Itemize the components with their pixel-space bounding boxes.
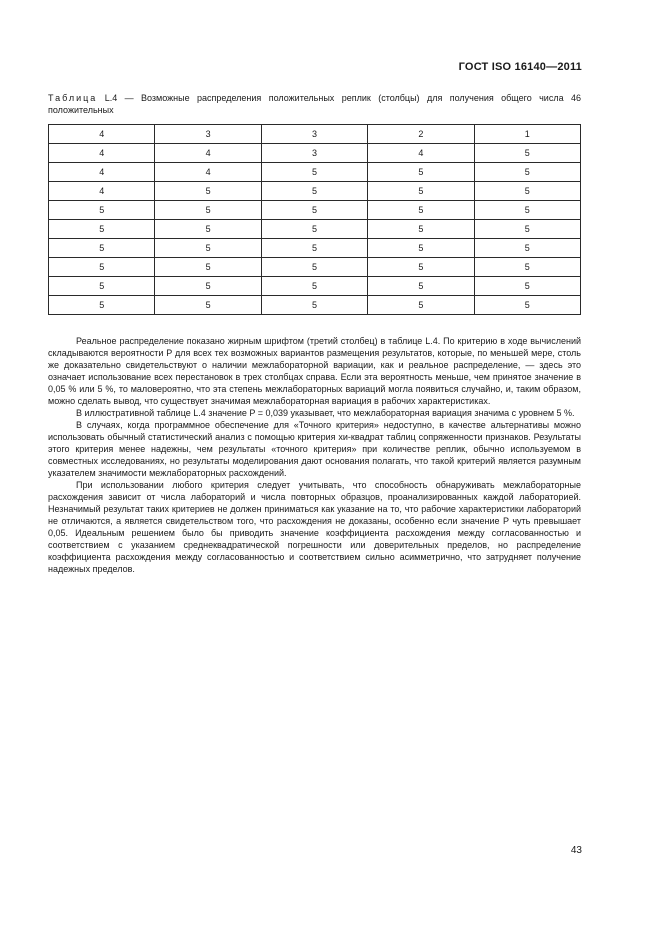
table-cell: 5 <box>155 296 261 315</box>
table-cell: 5 <box>368 201 474 220</box>
table-cell: 5 <box>261 163 367 182</box>
table-cell: 4 <box>49 144 155 163</box>
table-caption-label: Таблица <box>48 93 98 103</box>
table-cell: 4 <box>155 144 261 163</box>
document-code: ГОСТ ISO 16140—2011 <box>458 61 582 73</box>
table-cell: 5 <box>474 277 580 296</box>
table-cell: 5 <box>155 239 261 258</box>
table-cell: 4 <box>49 182 155 201</box>
page-number: 43 <box>570 845 582 856</box>
body-text <box>48 335 581 575</box>
table-cell: 4 <box>155 163 261 182</box>
table-cell: 5 <box>155 258 261 277</box>
table-row <box>49 163 581 182</box>
table-cell: 5 <box>368 258 474 277</box>
table-cell: 4 <box>368 144 474 163</box>
table-row <box>49 258 581 277</box>
table-cell: 5 <box>49 258 155 277</box>
table-cell: 4 <box>49 125 155 144</box>
table-cell: 5 <box>261 239 367 258</box>
table-cell: 4 <box>49 163 155 182</box>
paragraph: В случаях, когда программное обеспечение для «Точного критерия» недоступно, в качестве альтернативы можно использовать обычный статистический анализ с помощью критерия хи-квадрат таблиц сопряженности признаков. Результаты этого критерия менее надежны, чем результаты «точного критерия» при количестве реплик, обычно используемом в совместных исследованиях, но результаты моделирования дают основания полагать, что такой критерий является разумным указателем значимости межлабораторных расхождений. <box>48 420 581 478</box>
table-cell: 5 <box>474 296 580 315</box>
table-cell: 3 <box>155 125 261 144</box>
table-cell: 5 <box>261 201 367 220</box>
table-cell: 5 <box>474 163 580 182</box>
table-cell: 3 <box>261 125 367 144</box>
table-cell: 5 <box>368 239 474 258</box>
table-cell: 5 <box>261 220 367 239</box>
distribution-table <box>48 124 581 315</box>
table-cell: 5 <box>474 182 580 201</box>
table-row <box>49 125 581 144</box>
table-cell: 5 <box>474 239 580 258</box>
table-cell: 5 <box>474 201 580 220</box>
table-cell: 5 <box>49 239 155 258</box>
table-cell: 3 <box>261 144 367 163</box>
table-row <box>49 182 581 201</box>
table-cell: 5 <box>368 182 474 201</box>
table-cell: 2 <box>368 125 474 144</box>
table-cell: 5 <box>49 220 155 239</box>
paragraph: Реальное распределение показано жирным шрифтом (третий столбец) в таблице L.4. По критерию в ходе вычислений складываются вероятности P для всех тех возможных вариантов размещения результатов, которые, по меньшей мере, столь же доказательно свидетельствуют о наличии межлабораторной вариации, как и реальное распределение, — здесь это означает использование всех перестановок в трех столбцах справа. Если эта вероятность меньше, чем принятое значение в 0,05 % или 5 %, то маловероятно, что эта степень межлабораторных вариаций могла появиться случайно, и, таким образом, можно сделать вывод, что существует значимая межлабораторная вариация в рабочих характеристиках. <box>48 336 581 406</box>
table-cell: 5 <box>155 220 261 239</box>
paragraph: При использовании любого критерия следует учитывать, что способность обнаруживать межлабораторные расхождения зависит от числа лабораторий и числа повторных образцов, проанализированных каждой лабораторией. Незначимый результат таких критериев не должен приниматься как указание на то, что рабочие характеристики лабораторий не отличаются, а является свидетельством того, что расхождения не доказаны, особенно если значение P чуть превышает 0,05. Идеальным решением было бы приводить значение коэффициента расхождения между согласованностью и соответствием с указанием среднеквадратической погрешности или доверительных пределов, но распределение коэффициента расхождения между согласованностью и соответствием сильно асимметрично, что затрудняет получение надежных пределов. <box>48 480 581 574</box>
table-cell: 5 <box>49 201 155 220</box>
table-row <box>49 239 581 258</box>
table-cell: 5 <box>155 201 261 220</box>
table-caption <box>48 92 581 116</box>
table-row <box>49 296 581 315</box>
table-cell: 5 <box>368 296 474 315</box>
table-row <box>49 220 581 239</box>
table-cell: 5 <box>155 277 261 296</box>
table-row <box>49 201 581 220</box>
paragraph: В иллюстративной таблице L.4 значение P = 0,039 указывает, что межлабораторная вариация значима с уровнем 5 %. <box>76 408 575 418</box>
table-row <box>49 277 581 296</box>
table-caption-text: L.4 — Возможные распределения положительных реплик (столбцы) для получения общего числа 46 положительных <box>48 93 581 115</box>
table-cell: 5 <box>261 277 367 296</box>
table-cell: 5 <box>261 296 367 315</box>
table-cell: 5 <box>368 163 474 182</box>
table-cell: 5 <box>49 296 155 315</box>
table-cell: 5 <box>474 144 580 163</box>
table-row <box>49 144 581 163</box>
table-cell: 1 <box>474 125 580 144</box>
table-cell: 5 <box>49 277 155 296</box>
table-cell: 5 <box>261 258 367 277</box>
table-cell: 5 <box>474 258 580 277</box>
table-cell: 5 <box>474 220 580 239</box>
table-cell: 5 <box>155 182 261 201</box>
table-cell: 5 <box>261 182 367 201</box>
table-cell: 5 <box>368 220 474 239</box>
table-cell: 5 <box>368 277 474 296</box>
